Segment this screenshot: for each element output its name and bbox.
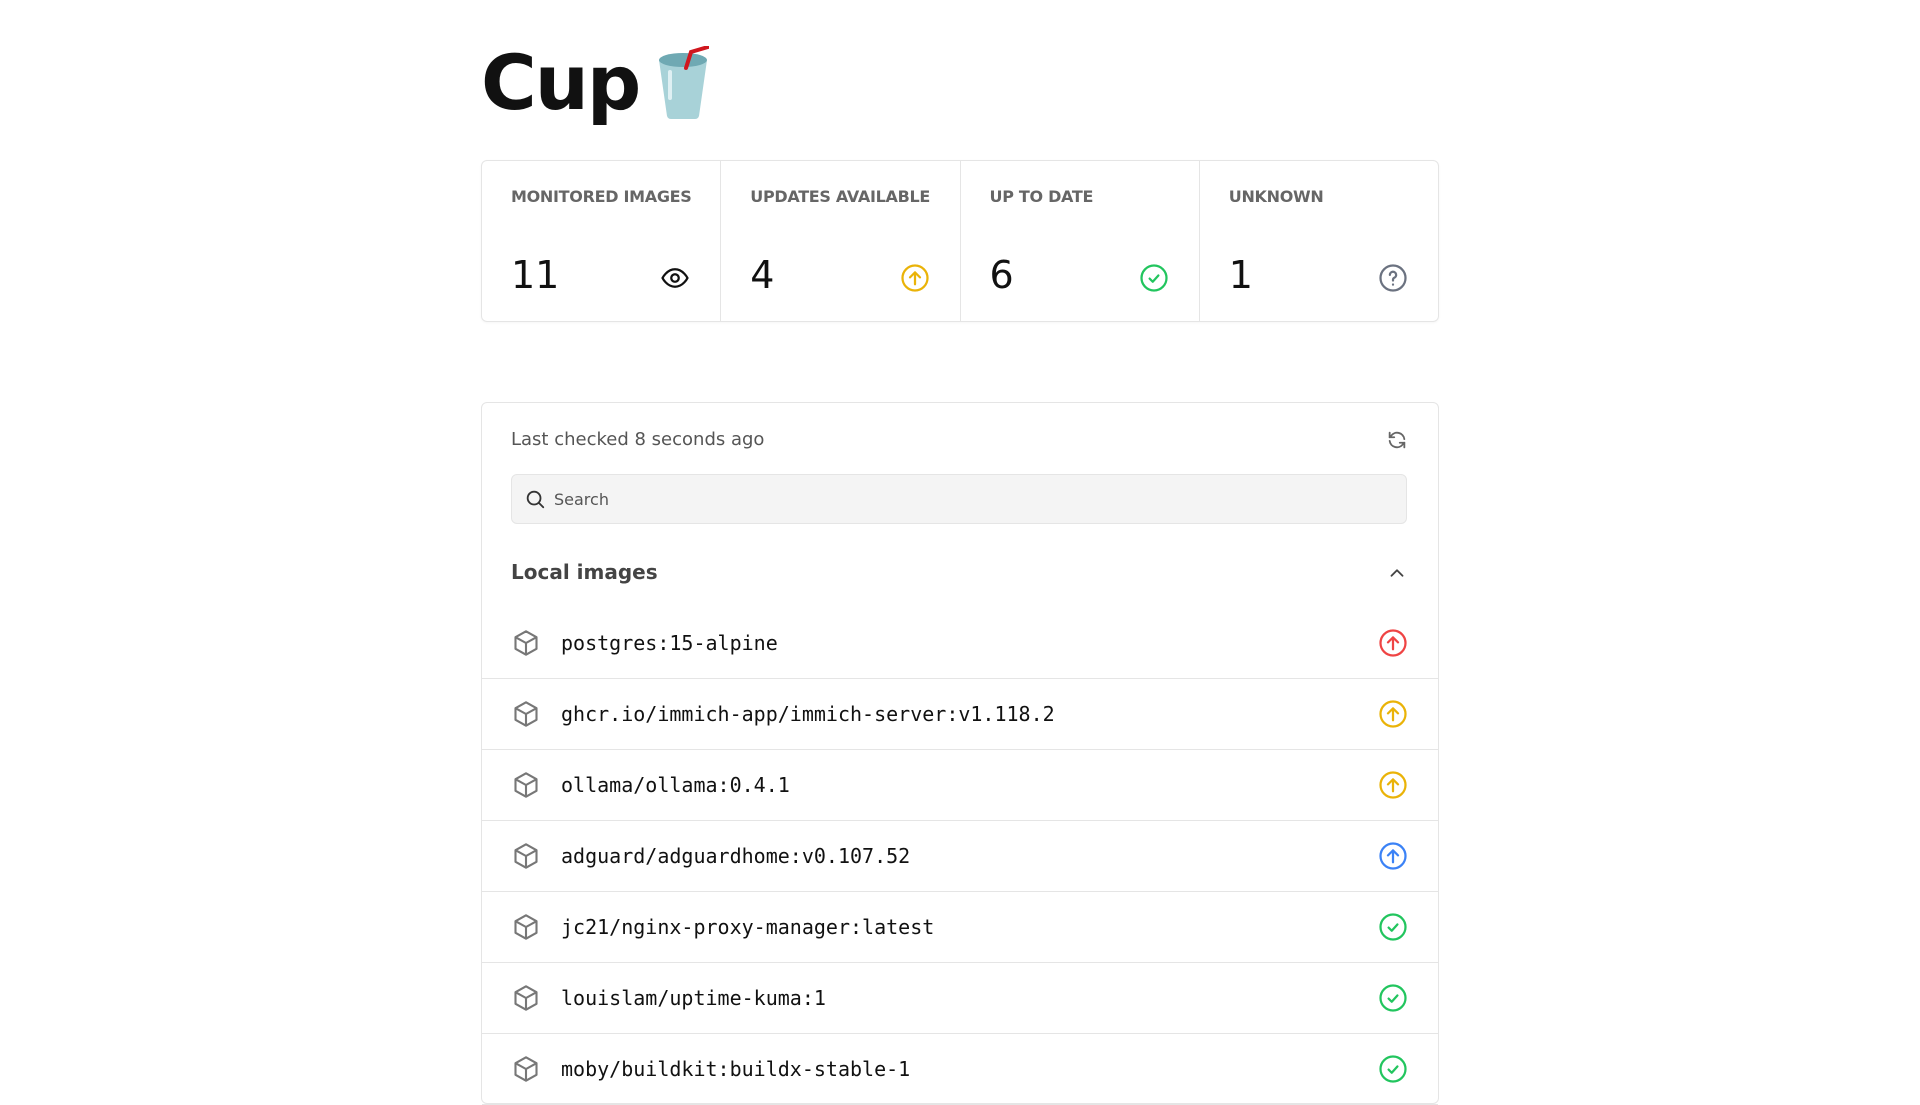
last-checked-text: Last checked 8 seconds ago [511,429,765,450]
image-row[interactable] [482,750,1438,821]
stat-label: UP TO DATE [989,187,1094,206]
image-name: adguard/adguardhome:v0.107.52 [561,844,911,868]
image-name: ghcr.io/immich-app/immich-server:v1.118.2 [561,702,1055,726]
package-icon [512,771,540,799]
image-row[interactable] [482,892,1438,963]
stat-label: MONITORED IMAGES [511,187,692,206]
stat-card [721,161,960,321]
image-name: louislam/uptime-kuma:1 [561,986,826,1010]
stat-card [961,161,1200,321]
status-arrow-up-circle-icon [1378,628,1408,658]
stat-value: 11 [511,253,560,297]
stat-card [482,161,721,321]
image-name: postgres:15-alpine [561,631,778,655]
package-icon [512,700,540,728]
status-check-circle-icon [1378,983,1408,1013]
image-row[interactable] [482,679,1438,750]
stats-summary [481,160,1439,322]
image-row[interactable] [482,963,1438,1034]
status-arrow-up-circle-icon [1378,841,1408,871]
image-list [482,608,1438,1105]
image-name: moby/buildkit:buildx-stable-1 [561,1057,911,1081]
status-arrow-up-circle-icon [1378,699,1408,729]
image-row[interactable] [482,608,1438,679]
image-name: jc21/nginx-proxy-manager:latest [561,915,935,939]
stat-value: 6 [989,253,1014,297]
cup-with-straw-icon [657,46,709,120]
images-panel [481,402,1439,1104]
package-icon [512,629,540,657]
package-icon [512,1055,540,1083]
image-name: ollama/ollama:0.4.1 [561,773,790,797]
help-circle-icon [1378,263,1408,293]
search-icon [524,488,546,510]
refresh-icon[interactable] [1386,429,1408,451]
chevron-up-icon[interactable] [1386,562,1408,584]
image-row[interactable] [482,1034,1438,1105]
app-title: Cup [481,38,640,127]
search-input[interactable] [552,489,1356,510]
status-check-circle-icon [1378,912,1408,942]
arrow-up-circle-icon [900,263,930,293]
page-title [481,38,709,127]
check-circle-icon [1139,263,1169,293]
section-title: Local images [511,560,658,584]
stat-label: UNKNOWN [1228,187,1324,206]
image-row[interactable] [482,821,1438,892]
eye-icon [660,263,690,293]
stat-card [1200,161,1438,321]
stat-value: 4 [750,253,775,297]
package-icon [512,842,540,870]
stat-value: 1 [1228,253,1253,297]
package-icon [512,913,540,941]
search-field[interactable] [511,474,1407,524]
status-arrow-up-circle-icon [1378,770,1408,800]
stat-label: UPDATES AVAILABLE [750,187,931,206]
package-icon [512,984,540,1012]
